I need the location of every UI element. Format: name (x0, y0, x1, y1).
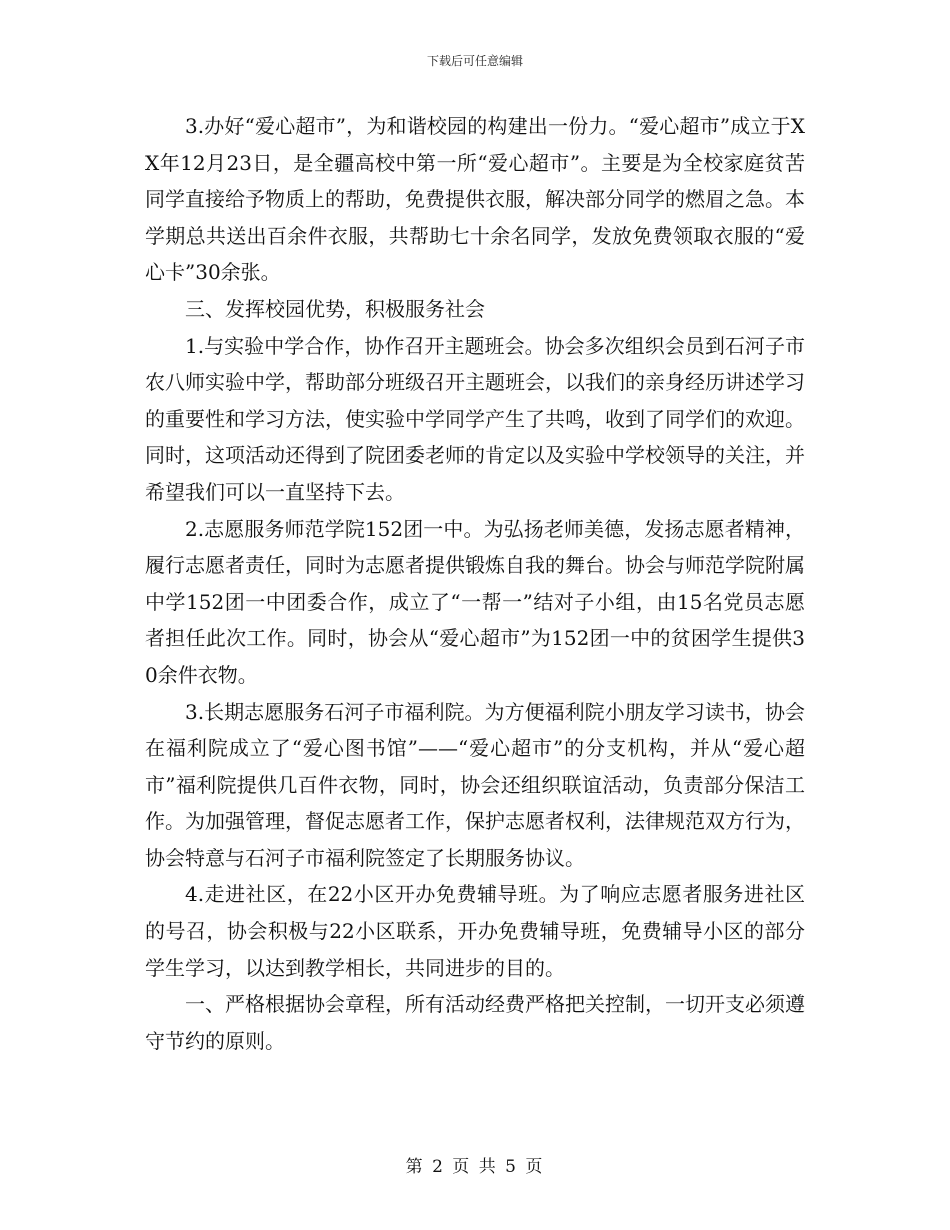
paragraph-community-tutoring: 4.走进社区，在22小区开办免费辅导班。为了响应志愿者服务进社区的号召，协会积极与22小区联系，开办免费辅导班，免费辅导小区的部分学生学习，以达到教学相长，共同进步的目的。 (145, 882, 805, 980)
document-body (145, 108, 805, 1059)
paragraph-welfare-home: 3.长期志愿服务石河子市福利院。为方便福利院小朋友学习读书，协会在福利院成立了“爱心图书馆”——“爱心超市”的分支机构，并从“爱心超市”福利院提供几百件衣物，同时，协会还组织联谊活动，负责部分保洁工作。为加强管理，督促志愿者工作，保护志愿者权利，法律规范双方行为，协会特意与石河子市福利院签定了长期服务协议。 (145, 699, 805, 870)
paragraph-152-school: 2.志愿服务师范学院152团一中。为弘扬老师美德，发扬志愿者精神，履行志愿者责任，同时为志愿者提供锻炼自我的舞台。协会与师范学院附属中学152团一中团委合作，成立了“一帮一”结对子小组，由15名党员志愿者担任此次工作。同时，协会从“爱心超市”为152团一中的贫困学生提供30余件衣物。 (145, 516, 805, 687)
paragraph-experimental-school: 1.与实验中学合作，协作召开主题班会。协会多次组织会员到石河子市农八师实验中学，帮助部分班级召开主题班会，以我们的亲身经历讲述学习的重要性和学习方法，使实验中学同学产生了共鸣，收到了同学们的欢迎。同时，这项活动还得到了院团委老师的肯定以及实验中学校领导的关注，并希望我们可以一直坚持下去。 (145, 333, 805, 504)
paragraph-love-supermarket: 3.办好“爱心超市”，为和谐校园的构建出一份力。“爱心超市”成立于XX年12月23日，是全疆高校中第一所“爱心超市”。主要是为全校家庭贫苦同学直接给予物质上的帮助，免费提供衣服，解决部分同学的燃眉之急。本学期总共送出百余件衣服，共帮助七十余名同学，发放免费领取衣服的“爱心卡”30余张。 (145, 114, 805, 285)
page-header: 下载后可任意编辑 (426, 54, 523, 68)
section-heading-serve-society: 三、发挥校园优势，积极服务社会 (185, 296, 485, 321)
paragraph-funding-rules: 一、严格根据协会章程，所有活动经费严格把关控制，一切开支必须遵守节约的原则。 (145, 992, 805, 1053)
page-number-footer: 第 2 页 共 5 页 (405, 1157, 545, 1177)
